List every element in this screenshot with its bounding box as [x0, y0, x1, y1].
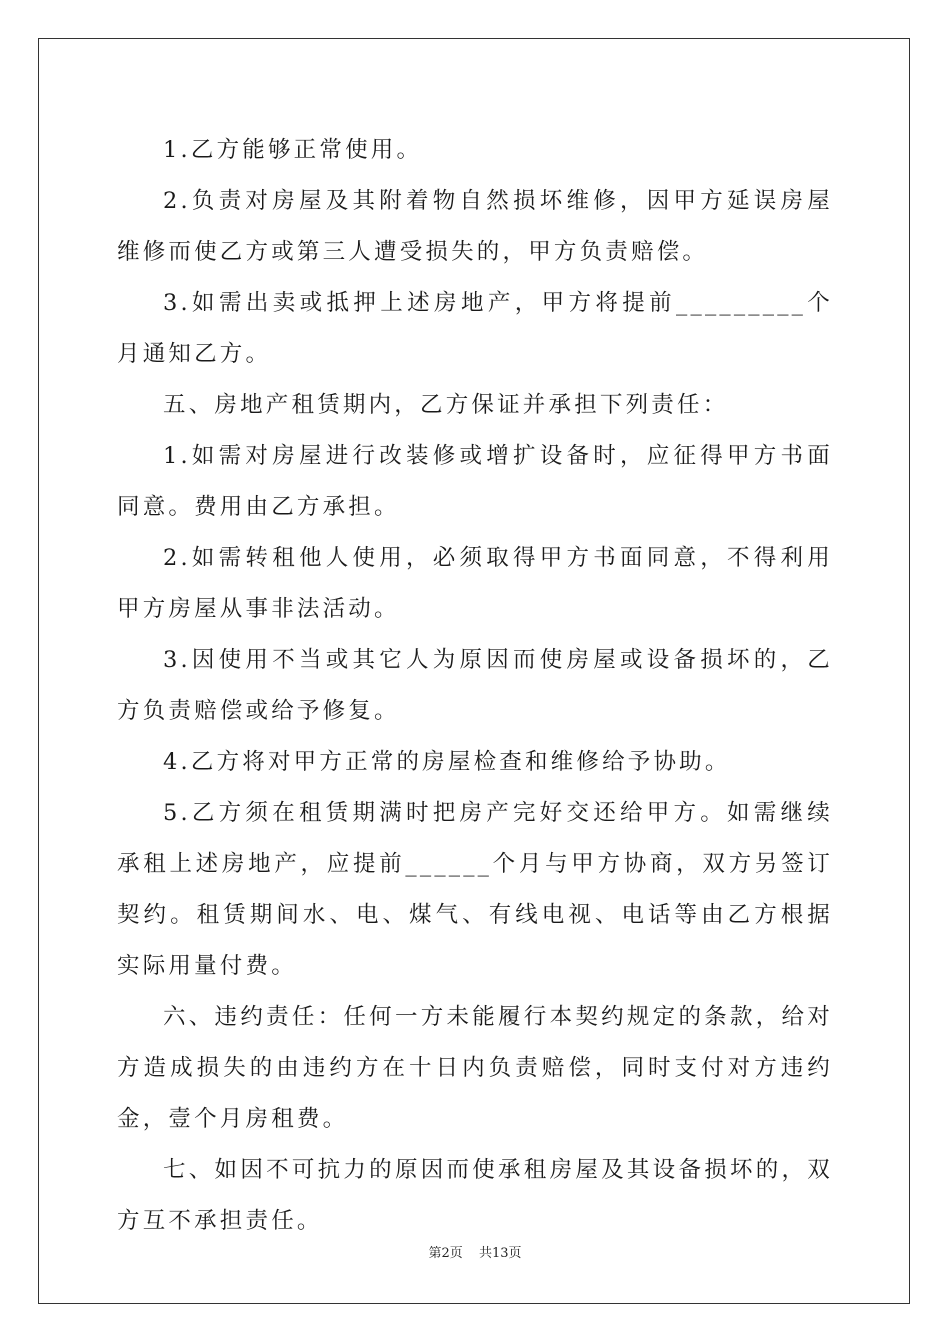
paragraph: 5.乙方须在租赁期满时把房产完好交还给甲方。如需继续承租上述房地产，应提前______个月与甲方协商，双方另签订契约。租赁期间水、电、煤气、有线电视、电话等由乙方根据实际用量付费。 [117, 800, 833, 979]
paragraph: 3.因使用不当或其它人为原因而使房屋或设备损坏的，乙方负责赔偿或给予修复。 [117, 647, 833, 724]
page-footer [0, 1246, 950, 1262]
paragraph: 2.如需转租他人使用，必须取得甲方书面同意，不得利用甲方房屋从事非法活动。 [117, 545, 833, 622]
document-body [117, 125, 833, 1247]
section-heading: 六、违约责任：任何一方未能履行本契约规定的条款，给对方造成损失的由违约方在十日内负责赔偿，同时支付对方违约金，壹个月房租费。 [117, 1004, 833, 1132]
paragraph: 4.乙方将对甲方正常的房屋检查和维修给予协助。 [163, 749, 731, 775]
paragraph: 1.如需对房屋进行改装修或增扩设备时，应征得甲方书面同意。费用由乙方承担。 [117, 443, 833, 520]
page-total: 共13页 [478, 1246, 522, 1261]
paragraph: 1.乙方能够正常使用。 [163, 137, 423, 163]
page-number: 第2页 [428, 1246, 463, 1261]
section-heading: 七、如因不可抗力的原因而使承租房屋及其设备损坏的，双方互不承担责任。 [117, 1157, 833, 1234]
paragraph: 2.负责对房屋及其附着物自然损坏维修，因甲方延误房屋维修而使乙方或第三人遭受损失的，甲方负责赔偿。 [117, 188, 833, 265]
section-heading: 五、房地产租赁期内，乙方保证并承担下列责任： [163, 392, 729, 418]
paragraph: 3.如需出卖或抵押上述房地产，甲方将提前_________个月通知乙方。 [117, 290, 833, 367]
